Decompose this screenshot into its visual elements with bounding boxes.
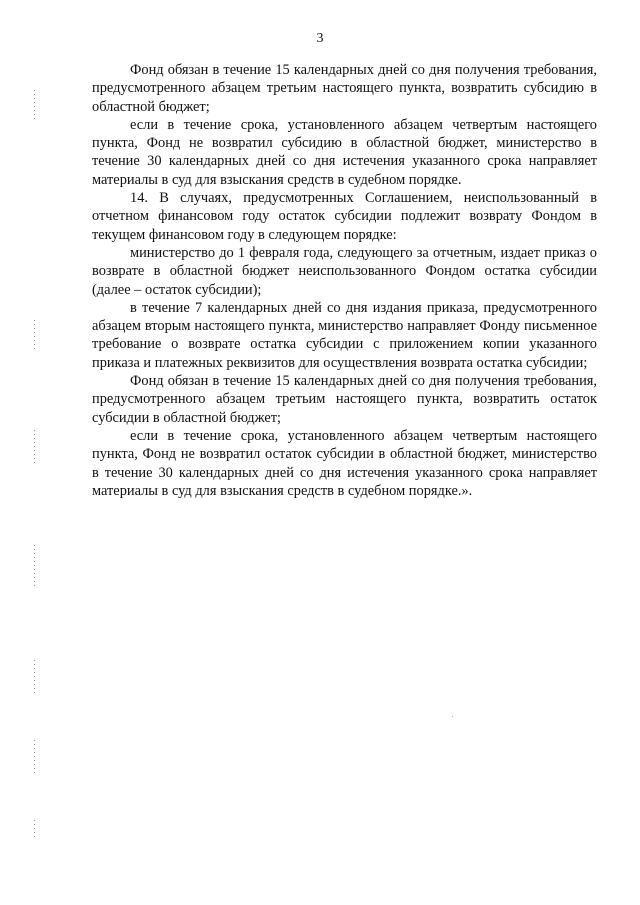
paragraph: 14. В случаях, предусмотренных Соглашением, неиспользованный в отчетном финансовом году остаток субсидии подлежит возврату Фондом в текущем финансовом году в следующем порядке: — [92, 190, 597, 243]
document-body — [92, 61, 597, 500]
page-number: 3 — [316, 31, 324, 46]
paragraph: в течение 7 календарных дней со дня издания приказа, предусмотренного абзацем вторым настоящего пункта, министерство направляет Фонду письменное требование о возврате остатка субсидии с приложением копии указанного приказа и платежных реквизитов для осуществления возврата остатка субсидии; — [92, 299, 597, 371]
paragraph: Фонд обязан в течение 15 календарных дней со дня получения требования, предусмотренного абзацем третьим настоящего пункта, возвратить остаток субсидии в областной бюджет; — [92, 373, 597, 426]
paragraph: если в течение срока, установленного абзацем четвертым настоящего пункта, Фонд не возвратил остаток субсидии в областной бюджет, министерство в течение 30 календарных дней со дня истечения указанного срока направляет материалы в суд для взыскания средств в судебном порядке.». — [92, 427, 597, 499]
paragraph: министерство до 1 февраля года, следующего за отчетным, издает приказ о возврате в областной бюджет неиспользованного Фондом остатка субсидии (далее – остаток субсидии); — [92, 244, 597, 298]
paragraph: если в течение срока, установленного абзацем четвертым настоящего пункта, Фонд не возвратил субсидию в областной бюджет, министерство в течение 30 календарных дней со дня истечения указанного срока направляет материалы в суд для взыскания средств в судебном порядке. — [92, 116, 597, 188]
paragraph: Фонд обязан в течение 15 календарных дней со дня получения требования, предусмотренного абзацем третьим настоящего пункта, возвратить субсидию в областной бюджет; — [92, 62, 597, 115]
scan-speck — [452, 716, 453, 717]
scan-margin-marks — [34, 90, 36, 850]
